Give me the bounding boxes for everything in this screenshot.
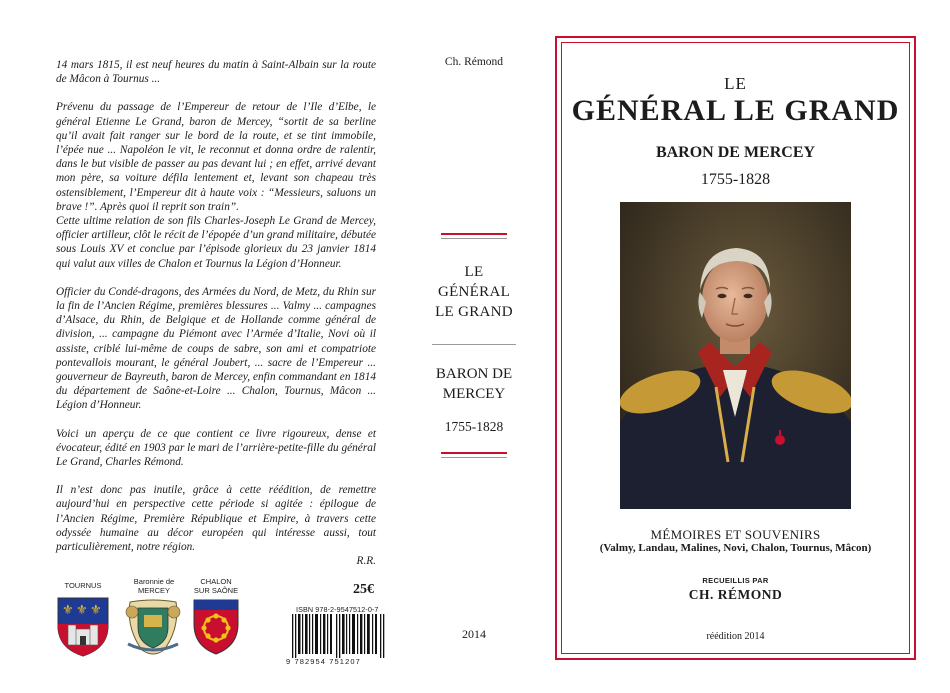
spine-subtitle-line: MERCEY xyxy=(442,386,506,402)
front-reedition: réédition 2014 xyxy=(706,631,765,642)
spine-rule-red-top xyxy=(441,233,507,235)
crest-label-mercey-line1: Baronnie de xyxy=(133,577,175,586)
chalon-coat-of-arms-icon xyxy=(192,598,240,656)
front-author: CH. RÉMOND xyxy=(688,587,783,602)
front-title-article: LE xyxy=(724,74,747,93)
spine-title-line: LE xyxy=(464,264,484,280)
front-places: (Valmy, Landau, Malines, Novi, Chalon, Tournus, Mâcon) xyxy=(599,542,872,554)
spine-rule-red-bottom xyxy=(441,452,507,454)
spine-subtitle-line: BARON DE xyxy=(435,366,513,382)
front-years: 1755-1828 xyxy=(700,171,771,188)
front-subtitle: BARON DE MERCEY xyxy=(655,144,816,161)
crest-label-mercey xyxy=(120,577,188,595)
spine-author: Ch. Rémond xyxy=(444,56,504,68)
crest-label-tournus: TOURNUS xyxy=(64,581,102,590)
spine-year: 2014 xyxy=(462,627,486,641)
spine-rule-grey-bottom xyxy=(441,457,507,458)
spine-title xyxy=(420,262,528,322)
front-collected-by: RECUEILLIS PAR xyxy=(702,576,769,585)
spine-rule-grey-top xyxy=(441,238,507,239)
back-cover-text xyxy=(56,58,376,583)
back-paragraph: Officier du Condé-dragons, des Armées du Nord, de Metz, du Rhin sur la fin de l’Ancien Régime, premières blessures ... Valmy ... campagnes d’Alsace, du Rhin, de Belgique et de Hollande comme général de division, ... campagne du Piémont avec l’Armée d’Italie, Novi où il assiste, criblé lui-même de coups de sabre, son ami et compatriote pontevallois mourant, le général Joubert, ... sacre de l’Empereur ... gouverneur de Bayreuth, baron de Mercey, enfin commandant en 1814 du département de Saône-et-Loire ... Chalon, Tournus, Mâcon ... Légion d’Honneur. xyxy=(56,285,376,412)
crest-label-chalon xyxy=(186,577,246,595)
crest-label-chalon-line2: SUR SAÔNE xyxy=(193,586,239,595)
price-label: 25€ xyxy=(353,582,374,597)
svg-text:⚜: ⚜ xyxy=(76,603,88,618)
back-paragraph: Il n’est donc pas inutile, grâce à cette réédition, de remettre aujourd’hui en perspective cette période si agitée : épilogue de l’Ancien Régime, Première République et Empire, à travers cette odyssée humaine au décor européen qui intéresse aussi, tout particulièrement, notre région. xyxy=(56,484,376,554)
barcode-digits: 9 782954 751207 xyxy=(286,657,361,666)
front-memoirs: MÉMOIRES ET SOUVENIRS xyxy=(650,527,821,542)
signature: R.R. xyxy=(356,555,376,568)
back-paragraph: Cette ultime relation de son fils Charles-Joseph Le Grand de Mercey, officier artilleur, clôt le récit de l’épopée d’un grand militaire, débutée sous Louis XV et conclue par l’épisode glorieux du 23 janvier 1814 qui valut aux villes de Chalon et Tournus la Légion d’Honneur. xyxy=(56,215,376,270)
tournus-coat-of-arms-icon xyxy=(56,596,110,658)
spine-divider xyxy=(432,344,516,345)
barcode-icon xyxy=(290,614,388,658)
back-paragraph: 14 mars 1815, il est neuf heures du matin à Saint-Albain sur la route de Mâcon à Tournus ... xyxy=(56,59,376,86)
mercey-coat-of-arms-icon xyxy=(124,598,182,658)
isbn-label: ISBN 978-2-9547512-0-7 xyxy=(296,605,379,614)
crest-label-mercey-line2: MERCEY xyxy=(137,586,171,595)
crest-label-chalon-line1: CHALON xyxy=(200,577,232,586)
spine-title-line: GÉNÉRAL xyxy=(437,284,511,300)
back-paragraph: Voici un aperçu de ce que contient ce livre rigoureux, dense et évocateur, édité en 1903 par le mari de l’arrière-petite-fille du général Le Grand, Charles Rémond. xyxy=(56,427,376,469)
spine-subtitle xyxy=(420,364,528,404)
spine-years: 1755-1828 xyxy=(444,419,504,434)
front-title: GÉNÉRAL LE GRAND xyxy=(571,94,900,127)
portrait-image xyxy=(620,202,851,509)
svg-text:⚜: ⚜ xyxy=(62,603,74,618)
spine-title-line: LE GRAND xyxy=(435,304,513,320)
back-paragraph: Prévenu du passage de l’Empereur de retour de l’Ile d’Elbe, le général Etienne Le Grand, baron de Mercey, “sortit de sa berline qu’il avait fait ranger sur le bord de la route, et se tint immobile, l’épée nue ... Napoléon le vit, le reconnut et donna ordre de ralentir, dans le but visible de passer au pas devant lui ; en effet, arrivé devant mon père, sa voiture défila lentement et, levant son chapeau très ostensiblement, l’Empereur dit à haute voix : “Messieurs, saluons un brave !”. Après quoi il reprit son train”. xyxy=(56,101,376,213)
svg-text:⚜: ⚜ xyxy=(90,603,102,618)
